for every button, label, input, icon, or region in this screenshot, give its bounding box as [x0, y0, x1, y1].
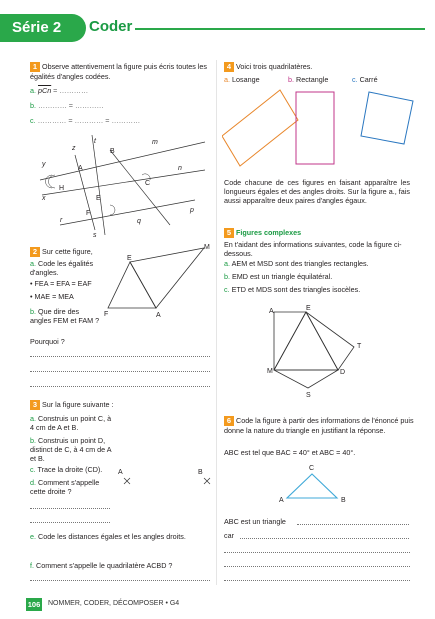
exercise-2: [30, 247, 93, 257]
ex3-figure: [112, 465, 212, 489]
item-text: Code les distances égales et les angles droits.: [38, 532, 186, 541]
ex1-figure: [30, 130, 212, 240]
exercise-title: Figures complexes: [236, 228, 302, 237]
answer-line[interactable]: [224, 552, 410, 553]
ex4-label-a: [224, 75, 260, 84]
exercise-number: 3: [30, 400, 40, 410]
ex6-figure: [276, 462, 356, 508]
label-C: C: [145, 180, 151, 187]
item-text: Trace la droite (CD).: [37, 465, 103, 474]
answer-prompt: car: [224, 531, 234, 540]
label-F: F: [86, 210, 91, 217]
label-E: E: [96, 195, 101, 202]
ex2-why: Pourquoi ?: [30, 337, 65, 346]
answer-dots: ………… = ………… = …………: [37, 116, 141, 125]
label-T: T: [357, 343, 362, 350]
answer-line[interactable]: [30, 522, 110, 523]
ex4-body: Code chacune de ces figures en faisant apparaître les longueurs égales et des angles droits. Sur la figure a., fais aussi apparaître deux paires d'angles égaux.: [224, 178, 410, 206]
exercise-text: Observe attentivement la figure puis écris toutes les égalités d'angles codées.: [30, 62, 207, 81]
item-text: AEM et MSD sont des triangles rectangles.: [231, 259, 369, 268]
ex3-item-c: [30, 465, 102, 474]
exercise-number: 4: [224, 62, 234, 72]
ex4-figures: [222, 84, 422, 174]
item-text: Comment s'appelle cette droite ?: [30, 478, 100, 497]
label-x: x: [42, 195, 46, 202]
triangle-EFA: [108, 262, 156, 308]
triangle-ABC: [287, 474, 337, 498]
title-rule: [135, 28, 425, 30]
item-text: Losange: [232, 75, 260, 84]
exercise-text: Code la figure à partir des informations de l'énoncé puis donne la nature du triangle en justifiant la réponse.: [224, 416, 414, 435]
exercise-1: [30, 62, 212, 81]
item-letter: b.: [30, 307, 36, 316]
ex2-item-b: [30, 307, 102, 325]
item-text: Construis un point C, à 4 cm de A et B.: [30, 414, 112, 433]
answer-line[interactable]: [30, 371, 210, 372]
ex3-item-a: [30, 414, 112, 432]
ex6-answer-2: [224, 531, 234, 540]
ex2-item-a: [30, 259, 106, 277]
line-t: [92, 135, 105, 235]
item-text: Que dire des angles FEM et FAM ?: [30, 307, 100, 326]
exercise-text: Sur cette figure,: [42, 247, 93, 256]
item-letter: c.: [352, 75, 358, 84]
item-letter: b.: [30, 101, 36, 110]
label-B: B: [341, 497, 346, 504]
label-A: A: [156, 312, 161, 319]
ex3-item-d: [30, 478, 112, 496]
label-F: F: [104, 311, 109, 318]
label-y: y: [42, 161, 46, 168]
item-letter: a.: [30, 259, 36, 268]
item-letter: d.: [30, 478, 36, 487]
page-title: Coder: [89, 18, 133, 35]
exercise-number: 6: [224, 416, 234, 426]
item-text: Construis un point D, distinct de C, à 4 cm de A et B.: [30, 436, 112, 464]
item-text: EMD est un triangle équilatéral.: [232, 272, 333, 281]
exercise-text: Sur la figure suivante :: [42, 400, 114, 409]
answer-dots: ………… = …………: [38, 101, 104, 110]
answer-line[interactable]: [30, 386, 210, 387]
answer-line[interactable]: [240, 538, 409, 539]
triangle-EMD: [274, 312, 338, 370]
label-q: q: [137, 218, 141, 225]
exercise-text: Voici trois quadrilatères.: [236, 62, 313, 71]
ex4-label-b: [288, 75, 328, 84]
label-A: A: [279, 497, 284, 504]
line-ym: [40, 142, 205, 180]
exercise-3: [30, 400, 114, 410]
ex3-item-b: [30, 436, 112, 464]
ex4-label-c: [352, 75, 378, 84]
exercise-number: 1: [30, 62, 40, 72]
ex2-figure: [100, 240, 216, 320]
item-letter: a.: [30, 414, 36, 423]
ex2-eq1: • FEA = EFA = EAF: [30, 279, 92, 288]
point-A-label: A: [118, 469, 123, 476]
label-m: m: [152, 139, 158, 146]
item-letter: a.: [224, 259, 230, 268]
label-z: z: [72, 145, 76, 152]
item-letter: e.: [30, 532, 36, 541]
item-letter: a.: [30, 86, 36, 95]
exercise-4: [224, 62, 312, 72]
label-p: p: [190, 207, 194, 214]
ex5-figure: [262, 300, 372, 400]
answer-dots: = …………: [51, 86, 89, 95]
label-M: M: [204, 244, 210, 251]
label-B: B: [110, 148, 115, 155]
label-C: C: [309, 465, 315, 472]
label-s: s: [93, 232, 97, 239]
ex5-text: En t'aidant des informations suivantes, code la figure ci-dessous.: [224, 240, 402, 259]
rhombus-shape: [222, 90, 298, 166]
answer-line[interactable]: [30, 580, 210, 581]
ex1-answer-a[interactable]: [30, 86, 88, 95]
triangle-MSD: [274, 370, 338, 388]
series-badge: Série 2: [0, 14, 86, 42]
line-rp: [60, 200, 195, 225]
ex3-item-e: [30, 532, 212, 541]
exercise-number: 5: [224, 228, 234, 238]
ex2-eq2: • MAE = MEA: [30, 292, 74, 301]
item-letter: f.: [30, 561, 34, 570]
rectangle-shape: [296, 92, 334, 164]
answer-line[interactable]: [297, 524, 409, 525]
item-letter: b.: [30, 436, 36, 445]
item-letter: c.: [30, 116, 36, 125]
point-B-label: B: [198, 469, 203, 476]
answer-line[interactable]: [30, 356, 210, 357]
exercise-number: 2: [30, 247, 40, 257]
item-letter: b.: [224, 272, 230, 281]
item-letter: a.: [224, 75, 230, 84]
label-A: A: [78, 165, 83, 172]
label-A: A: [269, 308, 274, 315]
triangle-EMA: [130, 248, 204, 308]
item-letter: c.: [224, 285, 230, 294]
label-E: E: [306, 305, 311, 312]
label-t: t: [94, 138, 96, 145]
ex6-answer-1: [224, 517, 286, 526]
ex3-item-f: [30, 561, 212, 570]
exercise-5: [224, 228, 301, 238]
triangle-ETD: [306, 312, 354, 370]
item-text: ETD et MDS sont des triangles isocèles.: [231, 285, 361, 294]
column-separator: [216, 60, 217, 585]
angle-name: $\overline{pCn}$: [38, 86, 52, 95]
item-text: Rectangle: [296, 75, 329, 84]
label-H: H: [59, 185, 65, 192]
label-S: S: [306, 392, 311, 399]
footer-text: NOMMER, CODER, DÉCOMPOSER • G4: [48, 600, 180, 607]
answer-line[interactable]: [224, 566, 410, 567]
label-r: r: [60, 217, 63, 224]
answer-line[interactable]: [224, 580, 410, 581]
ex5-item-c: [224, 285, 360, 294]
item-text: Code les égalités d'angles.: [30, 259, 94, 278]
label-E: E: [127, 255, 132, 262]
item-letter: b.: [288, 75, 294, 84]
page-number: 106: [27, 600, 41, 609]
ex5-item-a: [224, 259, 369, 268]
label-n: n: [178, 165, 182, 172]
item-text: Carré: [359, 75, 378, 84]
square-shape: [361, 92, 413, 144]
exercise-6: [224, 416, 414, 435]
angle-mark: [110, 205, 115, 215]
answer-line[interactable]: [30, 508, 110, 509]
ex6-given: ABC est tel que BAC = 40° et ABC = 40°.: [224, 448, 356, 457]
label-M: M: [267, 368, 273, 375]
item-text: Comment s'appelle le quadrilatère ACBD ?: [36, 561, 173, 570]
answer-prompt: ABC est un triangle: [224, 517, 286, 526]
ex1-answer-b[interactable]: [30, 101, 104, 110]
item-letter: c.: [30, 465, 36, 474]
label-D: D: [340, 369, 346, 376]
ex1-answer-c[interactable]: [30, 116, 140, 125]
ex5-item-b: [224, 272, 332, 281]
